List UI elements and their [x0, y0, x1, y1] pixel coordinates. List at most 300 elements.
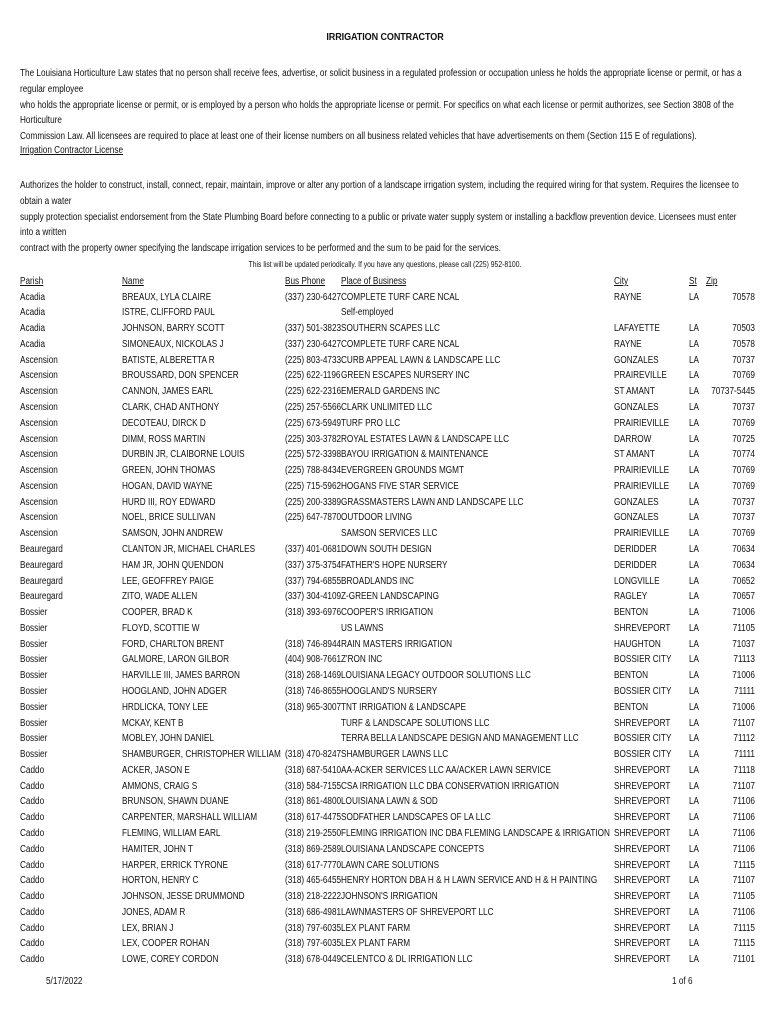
cell-city: PRAIRIEVILLE	[614, 480, 670, 492]
cell-zip: 71113	[733, 654, 755, 666]
cell-city: SHREVEPORT	[614, 875, 671, 887]
cell-parish: Beauregard	[20, 591, 63, 603]
cell-city: RAYNE	[614, 338, 642, 350]
cell-parish: Ascension	[20, 449, 58, 461]
cell-parish: Caddo	[20, 780, 45, 792]
cell-phone: (337) 230-6427	[285, 291, 342, 303]
column-header-name: Name	[122, 276, 144, 287]
intro-line: Commission Law. All licensees are required to place at least one of their license numbers on all business related vehicles that have advertisements on them (Section 115 E of regulations).	[20, 131, 697, 143]
table-row	[0, 826, 770, 842]
cell-state: LA	[689, 622, 700, 634]
cell-parish: Caddo	[20, 891, 45, 903]
cell-zip: 71006	[732, 607, 755, 619]
table-row	[0, 952, 770, 968]
cell-parish: Bossier	[20, 670, 48, 682]
cell-zip: 70634	[732, 543, 755, 555]
cell-name: DURBIN JR, CLAIBORNE LOUIS	[122, 449, 245, 461]
cell-state: LA	[689, 386, 700, 398]
cell-parish: Bossier	[20, 733, 48, 745]
cell-zip: 70737	[732, 512, 755, 524]
cell-business: TURF & LANDSCAPE SOLUTIONS LLC	[341, 717, 490, 729]
cell-business: SODFATHER LANDSCAPES OF LA LLC	[341, 812, 491, 824]
cell-business: SAMSON SERVICES LLC	[341, 528, 438, 540]
cell-city: SHREVEPORT	[614, 906, 671, 918]
intro-paragraph	[20, 66, 750, 145]
cell-business: RAIN MASTERS IRRIGATION	[341, 638, 453, 650]
cell-business: SOUTHERN SCAPES LLC	[341, 323, 440, 335]
cell-name: FORD, CHARLTON BRENT	[122, 638, 225, 650]
cell-zip: 71106	[732, 843, 755, 855]
cell-city: PRAIRIEVILLE	[614, 528, 670, 540]
cell-state: LA	[689, 733, 700, 745]
table-row	[0, 810, 770, 826]
cell-phone: (318) 687-5410	[285, 764, 342, 776]
cell-business: COMPLETE TURF CARE NCAL	[341, 291, 460, 303]
cell-business: Z'RON INC	[341, 654, 383, 666]
cell-city: SHREVEPORT	[614, 812, 671, 824]
cell-name: LEX, BRIAN J	[122, 922, 174, 934]
cell-name: JOHNSON, JESSE DRUMMOND	[122, 891, 245, 903]
cell-zip: 70578	[732, 338, 755, 350]
table-row	[0, 637, 770, 653]
cell-zip: 70769	[732, 480, 755, 492]
cell-state: LA	[689, 875, 700, 887]
cell-phone: (225) 622-1196	[285, 370, 341, 382]
cell-city: RAYNE	[614, 291, 642, 303]
intro-line: The Louisiana Horticulture Law states that no person shall receive fees, advertise, or solicit business in a regulated profession or occupation unless he holds the appropriate license or permit, or has a regular employee	[20, 68, 742, 95]
cell-parish: Ascension	[20, 433, 58, 445]
cell-name: FLEMING, WILLIAM EARL	[122, 828, 221, 840]
cell-zip: 71118	[733, 764, 755, 776]
cell-name: LOWE, COREY CORDON	[122, 954, 219, 966]
cell-state: LA	[689, 764, 700, 776]
cell-business: CURB APPEAL LAWN & LANDSCAPE LLC	[341, 354, 501, 366]
cell-business: LOUISIANA LANDSCAPE CONCEPTS	[341, 843, 485, 855]
cell-phone: (318) 219-2550	[285, 828, 342, 840]
cell-phone: (318) 686-4981	[285, 906, 342, 918]
cell-phone: (225) 647-7870	[285, 512, 342, 524]
cell-parish: Ascension	[20, 496, 58, 508]
cell-phone: (225) 303-3782	[285, 433, 342, 445]
cell-name: BREAUX, LYLA CLAIRE	[122, 291, 212, 303]
cell-business: HOGANS FIVE STAR SERVICE	[341, 480, 459, 492]
column-header-city: City	[614, 276, 629, 287]
cell-city: SHREVEPORT	[614, 622, 671, 634]
cell-state: LA	[689, 528, 700, 540]
cell-parish: Bossier	[20, 701, 48, 713]
cell-phone: (318) 393-6976	[285, 607, 342, 619]
cell-zip: 70578	[732, 291, 755, 303]
cell-city: PRAIREVILLE	[614, 370, 667, 382]
table-row	[0, 574, 770, 590]
table-row	[0, 463, 770, 479]
cell-city: ST AMANT	[614, 449, 655, 461]
cell-phone: (337) 304-4109	[285, 591, 342, 603]
cell-business: ROYAL ESTATES LAWN & LANDSCAPE LLC	[341, 433, 509, 445]
cell-city: BOSSIER CITY	[614, 733, 672, 745]
cell-name: CANNON, JAMES EARL	[122, 386, 214, 398]
cell-business: CLARK UNLIMITED LLC	[341, 401, 433, 413]
cell-city: SHREVEPORT	[614, 764, 671, 776]
cell-city: GONZALES	[614, 401, 659, 413]
cell-city: SHREVEPORT	[614, 891, 671, 903]
cell-name: CLARK, CHAD ANTHONY	[122, 401, 220, 413]
table-row	[0, 558, 770, 574]
cell-business: DOWN SOUTH DESIGN	[341, 543, 432, 555]
cell-business: LAWN CARE SOLUTIONS	[341, 859, 440, 871]
table-row	[0, 716, 770, 732]
cell-zip: 71106	[732, 812, 755, 824]
table-row	[0, 526, 770, 542]
table-row	[0, 794, 770, 810]
cell-name: CLANTON JR, MICHAEL CHARLES	[122, 543, 256, 555]
cell-phone: (225) 200-3389	[285, 496, 342, 508]
cell-phone: (225) 803-4733	[285, 354, 342, 366]
cell-name: LEE, GEOFFREY PAIGE	[122, 575, 214, 587]
cell-business: BROADLANDS INC	[341, 575, 414, 587]
cell-city: SHREVEPORT	[614, 922, 671, 934]
cell-zip: 71107	[732, 875, 755, 887]
cell-name: SAMSON, JOHN ANDREW	[122, 528, 223, 540]
cell-state: LA	[689, 780, 700, 792]
cell-business: US LAWNS	[341, 622, 384, 634]
cell-business: HENRY HORTON DBA H & H LAWN SERVICE AND H & H PAINTING	[341, 875, 598, 887]
table-row	[0, 873, 770, 889]
cell-phone: (318) 861-4800	[285, 796, 342, 808]
cell-business: HOOGLAND'S NURSERY	[341, 686, 438, 697]
cell-name: BATISTE, ALBERETTA R	[122, 354, 215, 366]
cell-phone: (318) 746-8655	[285, 686, 342, 697]
cell-city: SHREVEPORT	[614, 796, 671, 808]
cell-zip: 71106	[732, 828, 755, 840]
cell-name: NOEL, BRICE SULLIVAN	[122, 512, 216, 524]
cell-phone: (404) 908-7661	[285, 654, 342, 666]
table-row	[0, 290, 770, 306]
cell-zip: 71006	[732, 670, 755, 682]
cell-zip: 70634	[732, 559, 755, 571]
cell-state: LA	[689, 749, 700, 761]
cell-parish: Ascension	[20, 401, 58, 413]
table-row	[0, 400, 770, 416]
cell-name: SIMONEAUX, NICKOLAS J	[122, 338, 224, 350]
table-row	[0, 889, 770, 905]
cell-name: JONES, ADAM R	[122, 906, 186, 918]
table-header	[0, 274, 770, 290]
cell-phone: (337) 794-6855	[285, 575, 342, 587]
cell-parish: Ascension	[20, 512, 58, 524]
cell-name: HORTON, HENRY C	[122, 875, 199, 887]
cell-zip: 71105	[732, 891, 755, 903]
cell-parish: Acadia	[20, 338, 46, 350]
table-row	[0, 542, 770, 558]
cell-zip: 70769	[732, 528, 755, 540]
cell-city: DERIDDER	[614, 559, 657, 571]
cell-parish: Caddo	[20, 828, 45, 840]
cell-name: BRUNSON, SHAWN DUANE	[122, 796, 229, 808]
cell-business: COMPLETE TURF CARE NCAL	[341, 338, 460, 350]
cell-state: LA	[689, 496, 700, 508]
table-row	[0, 936, 770, 952]
cell-phone: (337) 501-3823	[285, 323, 342, 335]
cell-city: SHREVEPORT	[614, 843, 671, 855]
cell-state: LA	[689, 654, 700, 666]
cell-city: SHREVEPORT	[614, 938, 671, 950]
cell-name: HARVILLE III, JAMES BARRON	[122, 670, 240, 682]
cell-name: MCKAY, KENT B	[122, 717, 184, 729]
table-row	[0, 510, 770, 526]
cell-city: HAUGHTON	[614, 638, 661, 650]
cell-state: LA	[689, 638, 700, 650]
table-row	[0, 305, 770, 321]
cell-zip: 71115	[733, 938, 755, 950]
table-row	[0, 589, 770, 605]
table-row	[0, 921, 770, 937]
cell-phone: (318) 470-8247	[285, 749, 342, 761]
cell-zip: 70737	[732, 354, 755, 366]
cell-name: HOOGLAND, JOHN ADGER	[122, 686, 227, 697]
cell-name: FLOYD, SCOTTIE W	[122, 622, 200, 634]
cell-phone: (225) 788-8434	[285, 465, 342, 477]
cell-business: LEX PLANT FARM	[341, 938, 411, 950]
cell-state: LA	[689, 512, 700, 524]
cell-zip: 71115	[733, 922, 755, 934]
cell-parish: Ascension	[20, 417, 58, 429]
cell-state: LA	[689, 433, 700, 445]
cell-phone: (337) 375-3754	[285, 559, 342, 571]
table-row	[0, 416, 770, 432]
cell-parish: Acadia	[20, 307, 46, 319]
cell-parish: Caddo	[20, 875, 45, 887]
cell-business: FLEMING IRRIGATION INC DBA FLEMING LANDSCAPE & IRRIGATION	[341, 828, 610, 840]
cell-business: CELENTCO & DL IRRIGATION LLC	[341, 954, 473, 966]
cell-name: DECOTEAU, DIRCK D	[122, 417, 206, 429]
table-row	[0, 321, 770, 337]
cell-parish: Acadia	[20, 323, 46, 335]
cell-phone: (225) 715-5962	[285, 480, 342, 492]
cell-zip: 71105	[732, 622, 755, 634]
cell-state: LA	[689, 891, 700, 903]
cell-state: LA	[689, 796, 700, 808]
cell-parish: Beauregard	[20, 575, 63, 587]
table-row	[0, 652, 770, 668]
cell-city: LAFAYETTE	[614, 323, 660, 335]
footer-date: 5/17/2022	[46, 976, 83, 987]
cell-state: LA	[689, 449, 700, 461]
cell-name: GALMORE, LARON GILBOR	[122, 654, 230, 666]
cell-parish: Caddo	[20, 954, 45, 966]
cell-city: BENTON	[614, 607, 649, 619]
cell-business: BAYOU IRRIGATION & MAINTENANCE	[341, 449, 489, 461]
cell-state: LA	[689, 701, 700, 713]
table-row	[0, 605, 770, 621]
cell-parish: Ascension	[20, 370, 58, 382]
cell-state: LA	[689, 591, 700, 603]
cell-zip: 70503	[732, 323, 755, 335]
license-line: contract with the property owner specifying the landscape irrigation services to be performed and the sum to be paid for the services.	[20, 243, 501, 255]
cell-city: RAGLEY	[614, 591, 648, 603]
column-header-state: St	[689, 276, 697, 287]
cell-zip: 70737	[732, 401, 755, 413]
cell-parish: Bossier	[20, 686, 48, 697]
cell-city: GONZALES	[614, 512, 659, 524]
cell-business: EMERALD GARDENS INC	[341, 386, 440, 398]
cell-zip: 70769	[732, 370, 755, 382]
cell-zip: 71111	[734, 686, 755, 697]
cell-phone: (318) 869-2589	[285, 843, 342, 855]
cell-business: JOHNSON'S IRRIGATION	[341, 891, 438, 903]
cell-state: LA	[689, 354, 700, 366]
cell-parish: Bossier	[20, 638, 48, 650]
table-row	[0, 763, 770, 779]
cell-state: LA	[689, 812, 700, 824]
cell-business: OUTDOOR LIVING	[341, 512, 413, 524]
cell-zip: 70769	[732, 417, 755, 429]
cell-name: CARPENTER, MARSHALL WILLIAM	[122, 812, 258, 824]
cell-zip: 71101	[732, 954, 755, 966]
cell-parish: Ascension	[20, 465, 58, 477]
cell-zip: 71106	[732, 796, 755, 808]
cell-phone: (318) 797-6035	[285, 938, 342, 950]
cell-city: BOSSIER CITY	[614, 654, 672, 666]
cell-parish: Ascension	[20, 354, 58, 366]
cell-state: LA	[689, 291, 700, 303]
cell-name: HRDLICKA, TONY LEE	[122, 701, 209, 713]
cell-city: LONGVILLE	[614, 575, 660, 587]
cell-phone: (337) 230-6427	[285, 338, 342, 350]
license-heading: Irrigation Contractor License	[20, 145, 124, 156]
cell-name: HURD III, ROY EDWARD	[122, 496, 216, 508]
cell-zip: 71037	[732, 638, 755, 650]
cell-city: ST AMANT	[614, 386, 655, 398]
cell-parish: Caddo	[20, 922, 45, 934]
cell-city: GONZALES	[614, 496, 659, 508]
document-title: IRRIGATION CONTRACTOR	[326, 31, 444, 43]
table-row	[0, 479, 770, 495]
cell-state: LA	[689, 401, 700, 413]
cell-business: SHAMBURGER LAWNS LLC	[341, 749, 449, 761]
cell-name: SHAMBURGER, CHRISTOPHER WILLIAM	[122, 749, 281, 761]
cell-business: GRASSMASTERS LAWN AND LANDSCAPE LLC	[341, 496, 524, 508]
cell-city: DARROW	[614, 433, 652, 445]
table-row	[0, 495, 770, 511]
cell-parish: Caddo	[20, 796, 45, 808]
table-row	[0, 668, 770, 684]
cell-city: BOSSIER CITY	[614, 749, 672, 761]
cell-parish: Beauregard	[20, 543, 63, 555]
cell-parish: Caddo	[20, 906, 45, 918]
cell-phone: (318) 617-4475	[285, 812, 342, 824]
cell-name: COOPER, BRAD K	[122, 607, 193, 619]
cell-state: LA	[689, 843, 700, 855]
cell-parish: Caddo	[20, 843, 45, 855]
cell-state: LA	[689, 670, 700, 682]
cell-business: AA-ACKER SERVICES LLC AA/ACKER LAWN SERVICE	[341, 764, 551, 776]
cell-name: ZITO, WADE ALLEN	[122, 591, 198, 603]
cell-phone: (318) 797-6035	[285, 922, 342, 934]
cell-city: GONZALES	[614, 354, 659, 366]
cell-city: PRAIRIEVILLE	[614, 465, 670, 477]
cell-city: SHREVEPORT	[614, 859, 671, 871]
cell-city: BOSSIER CITY	[614, 686, 672, 697]
cell-name: LEX, COOPER ROHAN	[122, 938, 210, 950]
cell-parish: Acadia	[20, 291, 46, 303]
cell-city: BENTON	[614, 670, 649, 682]
cell-zip: 70737	[732, 496, 755, 508]
cell-name: MOBLEY, JOHN DANIEL	[122, 733, 214, 745]
table-row	[0, 684, 770, 700]
column-header-business: Place of Business	[341, 276, 407, 287]
cell-state: LA	[689, 938, 700, 950]
cell-phone: (318) 218-2222	[285, 891, 342, 903]
cell-business: CSA IRRIGATION LLC DBA CONSERVATION IRRIGATION	[341, 780, 559, 792]
cell-phone: (318) 746-8944	[285, 638, 342, 650]
table-row	[0, 447, 770, 463]
footer-page-number: 1 of 6	[672, 976, 693, 987]
cell-phone: (318) 465-6455	[285, 875, 342, 887]
cell-phone: (318) 268-1469	[285, 670, 342, 682]
cell-state: LA	[689, 323, 700, 335]
table-row	[0, 384, 770, 400]
cell-city: BENTON	[614, 701, 649, 713]
cell-business: FATHER'S HOPE NURSERY	[341, 559, 448, 571]
cell-business: Self-employed	[341, 307, 394, 319]
cell-state: LA	[689, 417, 700, 429]
cell-name: HAM JR, JOHN QUENDON	[122, 559, 224, 571]
cell-parish: Bossier	[20, 749, 48, 761]
table-row	[0, 432, 770, 448]
table-row	[0, 731, 770, 747]
cell-state: LA	[689, 717, 700, 729]
cell-zip: 71107	[732, 780, 755, 792]
table-row	[0, 905, 770, 921]
cell-city: DERIDDER	[614, 543, 657, 555]
cell-business: LOUISIANA LAWN & SOD	[341, 796, 438, 808]
cell-zip: 71006	[732, 701, 755, 713]
cell-parish: Bossier	[20, 622, 48, 634]
table-row	[0, 368, 770, 384]
column-header-zip: Zip	[706, 276, 718, 287]
update-note: This list will be updated periodically. If you have any questions, please call (225) 952-8100.	[248, 259, 522, 269]
cell-phone: (318) 965-3007	[285, 701, 342, 713]
cell-phone: (225) 622-2316	[285, 386, 342, 398]
cell-name: DIMM, ROSS MARTIN	[122, 433, 206, 445]
cell-phone: (225) 673-5949	[285, 417, 342, 429]
cell-phone: (318) 584-7155	[285, 780, 342, 792]
cell-state: LA	[689, 607, 700, 619]
cell-name: HOGAN, DAVID WAYNE	[122, 480, 213, 492]
cell-zip: 71115	[733, 859, 755, 871]
cell-name: AMMONS, CRAIG S	[122, 780, 198, 792]
license-line: supply protection specialist endorsement from the State Plumbing Board before connecting to a public or private water supply system or installing a backflow prevention device. Licensees must enter into a written	[20, 211, 737, 239]
license-paragraph	[20, 178, 750, 257]
column-header-parish: Parish	[20, 276, 44, 287]
cell-zip: 70737-5445	[711, 386, 755, 398]
cell-name: BROUSSARD, DON SPENCER	[122, 370, 239, 382]
cell-zip: 70657	[732, 591, 755, 603]
cell-business: LOUISIANA LEGACY OUTDOOR SOLUTIONS LLC	[341, 670, 531, 682]
cell-city: PRAIRIEVILLE	[614, 417, 670, 429]
intro-line: who holds the appropriate license or permit, or is employed by a person who holds the appropriate license or permit. For specifics on what each license or permit authorizes, see Section 3808 of the Horticulture	[20, 99, 734, 127]
cell-zip: 70769	[732, 465, 755, 477]
cell-phone: (337) 401-0681	[285, 543, 342, 555]
cell-business: Z-GREEN LANDSCAPING	[341, 591, 439, 603]
table-row	[0, 700, 770, 716]
cell-state: LA	[689, 465, 700, 477]
cell-name: JOHNSON, BARRY SCOTT	[122, 323, 225, 335]
cell-parish: Beauregard	[20, 559, 63, 571]
cell-parish: Ascension	[20, 386, 58, 398]
table-row	[0, 353, 770, 369]
